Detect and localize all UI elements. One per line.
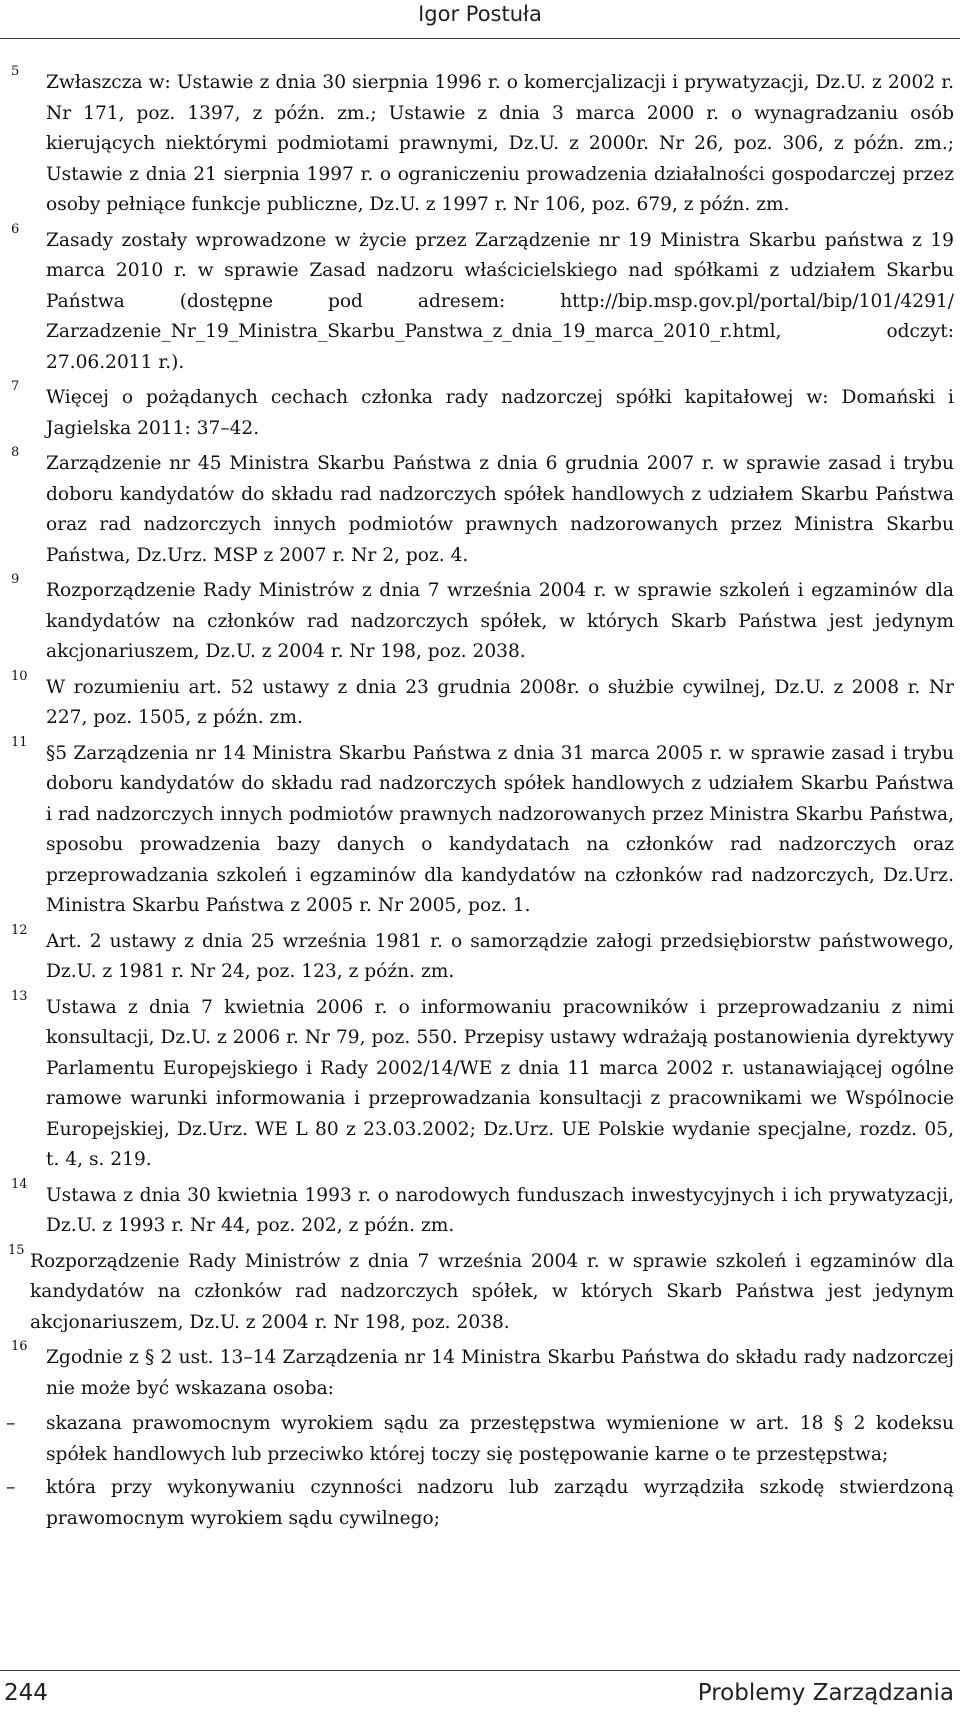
footnote-10: [0, 668, 960, 734]
footnote-8: [0, 445, 960, 571]
list-item-text: która przy wykonywaniu czynności nadzoru lub zarządu wyrządziła szkodę stwierdzoną prawomocnym wyrokiem sądu cywilnego;: [46, 1477, 954, 1529]
footnote-text: Więcej o pożądanych cechach członka rady nadzorczej spółki kapitałowej w: Domański i Jagielska 2011: 37–42.: [46, 387, 954, 439]
header-divider: [0, 38, 960, 39]
list-dash: –: [6, 1413, 16, 1434]
footnote-text: Zasady zostały wprowadzone w życie przez Zarządzenie nr 19 Ministra Skarbu państwa z 19 marca 2010 r. w sprawie Zasad nadzoru właścicielskiego nad spółkami z udziałem Skarbu Państwa (dostępne pod adresem: http://bip.msp.gov.pl/portal/bip/101/4291/ Zarzadzenie_Nr_19_Ministra_Skarbu_Panstwa_z_dnia_19_marca_2010_r.html, odczyt: 27.06.2011 r.).: [46, 229, 954, 373]
footnote-13: [0, 988, 960, 1176]
footnote-number: 8: [11, 445, 20, 460]
footnote-text: Zarządzenie nr 45 Ministra Skarbu Państwa z dnia 6 grudnia 2007 r. w sprawie zasad i trybu doboru kandydatów do składu rad nadzorczych spółek handlowych z udziałem Skarbu Państwa oraz rad nadzorczych innych podmiotów prawnych nadzorowanych przez Ministra Skarbu Państwa, Dz.Urz. MSP z 2007 r. Nr 2, poz. 4.: [46, 453, 954, 566]
page-number: 244: [4, 1680, 48, 1706]
footnote-7: [0, 379, 960, 444]
list-dash: –: [6, 1477, 16, 1498]
footnote-16: [0, 1339, 960, 1404]
footnote-text: Rozporządzenie Rady Ministrów z dnia 7 września 2004 r. w sprawie szkoleń i egzaminów dla kandydatów na członków rad nadzorczych spółek, w których Skarb Państwa jest jedynym akcjonariuszem, Dz.U. z 2004 r. Nr 198, poz. 2038.: [30, 1250, 954, 1333]
footer-divider: [0, 1670, 960, 1671]
footnote-6: [0, 221, 960, 379]
footnote-15: [0, 1242, 960, 1339]
footnote-number: 11: [11, 734, 28, 750]
journal-title: Problemy Zarządzania: [697, 1680, 954, 1706]
footnote-text: §5 Zarządzenia nr 14 Ministra Skarbu Państwa z dnia 31 marca 2005 r. w sprawie zasad i trybu doboru kandydatów do składu rad nadzorczych spółek handlowych z udziałem Skarbu Państwa i rad nadzorczych innych podmiotów prawnych nadzorowanych przez Ministra Skarbu Państwa, sposobu prowadzenia bazy danych o kandydatach na członków rad nadzorczych oraz przeprowadzania szkoleń i egzaminów dla kandydatów na członków rad nadzorczych, Dz.Urz. Ministra Skarbu Państwa z 2005 r. Nr 2005, poz. 1.: [46, 742, 954, 916]
footnote-text: Ustawa z dnia 7 kwietnia 2006 r. o informowaniu pracowników i przeprowadzaniu z nimi konsultacji, Dz.U. z 2006 r. Nr 79, poz. 550. Przepisy ustawy wdrażają postanowienia dyrektywy Parlamentu Europejskiego i Rady 2002/14/WE z dnia 11 marca 2002 r. ustanawiającej ogólne ramowe warunki informowania i przeprowadzania konsultacji z pracownikami we Wspólnocie Europejskiej, Dz.Urz. WE L 80 z 23.03.2002; Dz.Urz. UE Polskie wydanie specjalne, rozdz. 05, t. 4, s. 219.: [46, 996, 954, 1170]
footnote-text: W rozumieniu art. 52 ustawy z dnia 23 grudnia 2008r. o służbie cywilnej, Dz.U. z 2008 r. Nr 227, poz. 1505, z późn. zm.: [46, 676, 954, 728]
footnote-text: Art. 2 ustawy z dnia 25 września 1981 r. o samorządzie załogi przedsiębiorstw państwowego, Dz.U. z 1981 r. Nr 24, poz. 123, z późn. zm.: [46, 930, 954, 982]
footnote-number: 5: [11, 64, 20, 79]
footnote-number: 12: [11, 922, 28, 938]
footnote-14: [0, 1176, 960, 1242]
footnote-text: Rozporządzenie Rady Ministrów z dnia 7 września 2004 r. w sprawie szkoleń i egzaminów dla kandydatów na członków rad nadzorczych spółek, w których Skarb Państwa jest jedynym akcjonariuszem, Dz.U. z 2004 r. Nr 198, poz. 2038.: [46, 580, 954, 662]
footnote-number: 9: [11, 572, 20, 587]
running-header-author: Igor Postuła: [418, 2, 542, 26]
footnote-5: [0, 64, 960, 221]
footnote-text: Zwłaszcza w: Ustawie z dnia 30 sierpnia 1996 r. o komercjalizacji i prywatyzacji, Dz.U. z 2002 r. Nr 171, poz. 1397, z późn. zm.; Ustawie z dnia 3 marca 2000 r. o wynagradzaniu osób kierujących niektórymi podmiotami prawnymi, Dz.U. z 2000r. Nr 26, poz. 306, z późn. zm.; Ustawie z dnia 21 sierpnia 1997 r. o ograniczeniu prowadzenia działalności gospodarczej przez osoby pełniące funkcje publiczne, Dz.U. z 1997 r. Nr 106, poz. 679, z późn. zm.: [46, 72, 954, 215]
footnote-12: [0, 922, 960, 988]
footnote-9: [0, 572, 960, 668]
footnote-11: [0, 734, 960, 922]
footnote-number: 10: [11, 668, 28, 684]
footnote-number: 14: [11, 1176, 28, 1192]
footnote-text: Ustawa z dnia 30 kwietnia 1993 r. o narodowych funduszach inwestycyjnych i ich prywatyzacji, Dz.U. z 1993 r. Nr 44, poz. 202, z późn. zm.: [46, 1184, 954, 1236]
footnote-number: 13: [11, 988, 28, 1004]
footnote-text: Zgodnie z § 2 ust. 13–14 Zarządzenia nr 14 Ministra Skarbu Państwa do składu rady nadzorczej nie może być wskazana osoba:: [46, 1347, 954, 1399]
footnotes-section: [0, 64, 960, 1537]
footnote-number: 7: [11, 379, 20, 394]
footnote-number: 6: [11, 221, 20, 237]
footnote-number: 15: [8, 1242, 25, 1258]
list-item: [0, 1409, 960, 1470]
list-item: [0, 1473, 960, 1534]
footnote-number: 16: [11, 1339, 28, 1354]
list-item-text: skazana prawomocnym wyrokiem sądu za przestępstwa wymienione w art. 18 § 2 kodeksu spółek handlowych lub przeciwko której toczy się postępowanie karne o te przestępstwa;: [46, 1413, 954, 1465]
